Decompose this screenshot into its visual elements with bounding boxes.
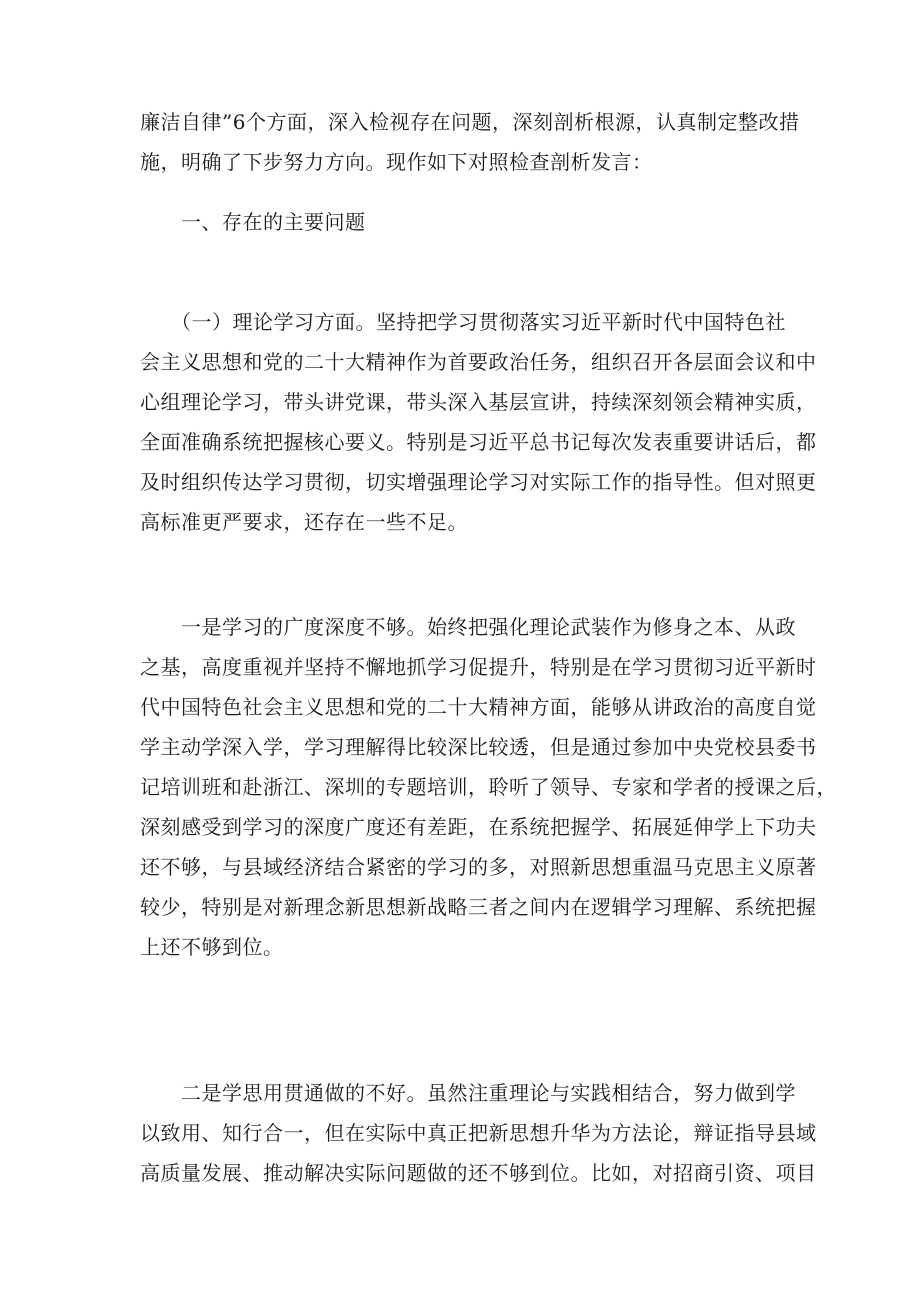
section-heading: [140, 202, 790, 242]
text-line: 代中国特色社会主义思想和党的二十大精神方面，能够从讲政治的高度自觉: [140, 695, 817, 719]
text-line: 二是学思用贯通做的不好。虽然注重理论与实践相结合，努力做到学: [140, 1081, 796, 1105]
text-line: 深刻感受到学习的深度广度还有差距，在系统把握学、拓展延伸学上下功夫: [140, 815, 817, 839]
text-line: 施，明确了下步努力方向。现作如下对照检查剖析发言：: [140, 150, 653, 174]
text-line: 会主义思想和党的二十大精神作为首要政治任务，组织召开各层面会议和中: [140, 350, 817, 374]
text-line: （一）理论学习方面。坚持把学习贯彻落实习近平新时代中国特色社: [140, 310, 786, 334]
text-line: 记培训班和赴浙江、深圳的专题培训，聆听了领导、专家和学者的授课之后，: [140, 775, 837, 799]
paragraph-study-breadth: [140, 607, 837, 967]
text-line: 还不够，与县域经济结合紧密的学习的多，对照新思想重温马克思主义原著: [140, 855, 817, 879]
text-line: 廉洁自律”6个方面，深入检视存在问题，深刻剖析根源，认真制定整改措: [140, 110, 800, 134]
text-line: 之基，高度重视并坚持不懈地抓学习促提升，特别是在学习贯彻习近平新时: [140, 655, 817, 679]
heading-text: 一、存在的主要问题: [140, 210, 366, 234]
text-line: 上还不够到位。: [140, 935, 284, 959]
text-line: 以致用、知行合一，但在实际中真正把新思想升华为方法论，辩证指导县域: [140, 1121, 817, 1145]
text-line: 高质量发展、推动解决实际问题做的还不够到位。比如，对招商引资、项目: [140, 1161, 817, 1185]
paragraph-intro: [140, 102, 800, 182]
text-line: 一是学习的广度深度不够。始终把强化理论武装作为修身之本、从政: [140, 615, 796, 639]
text-line: 高标准更严要求，还存在一些不足。: [140, 510, 468, 534]
text-line: 全面准确系统把握核心要义。特别是习近平总书记每次发表重要讲话后，都: [140, 430, 817, 454]
paragraph-theory-practice: [140, 1073, 817, 1193]
text-line: 学主动学深入学，学习理解得比较深比较透，但是通过参加中央党校县委书: [140, 735, 817, 759]
paragraph-theory-study: [140, 302, 817, 542]
text-line: 及时组织传达学习贯彻，切实增强理论学习对实际工作的指导性。但对照更: [140, 470, 817, 494]
text-line: 心组理论学习，带头讲党课，带头深入基层宣讲，持续深刻领会精神实质，: [140, 390, 817, 414]
text-line: 较少，特别是对新理念新思想新战略三者之间内在逻辑学习理解、系统把握: [140, 895, 817, 919]
